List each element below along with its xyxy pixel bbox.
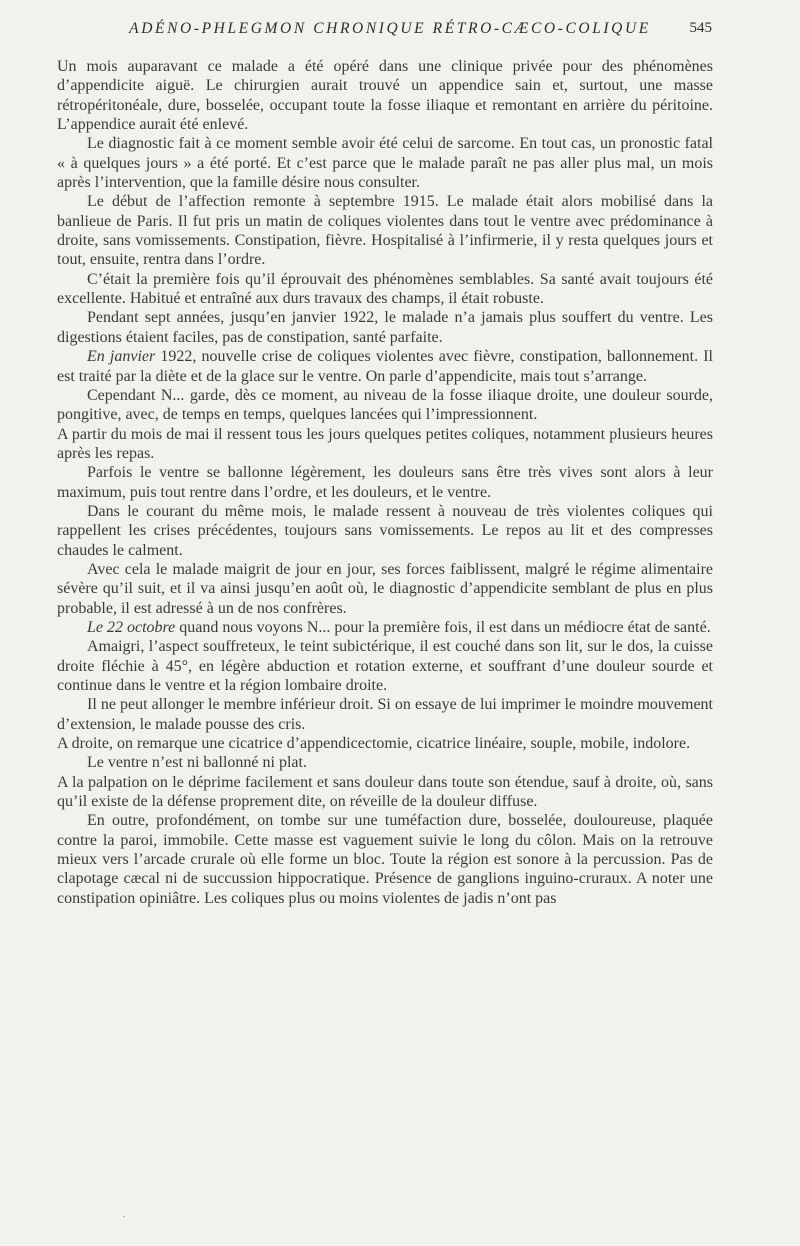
- paragraph: Dans le courant du même mois, le malade ressent à nouveau de très violentes coliques qui rappellent les crises précédentes, toujours sans vomissements. Le repos au lit et des compresses chaudes le calment.: [57, 502, 713, 559]
- paragraph: Le 22 octobre quand nous voyons N... pour la première fois, il est dans un médiocre état de santé.: [87, 618, 711, 636]
- paragraph: A la palpation on le déprime facilement et sans douleur dans toute son étendue, sauf à droite, où, sans qu’il existe de la défense proprement dite, on réveille de la douleur diffuse.: [57, 773, 713, 811]
- paragraph: Le ventre n’est ni ballonné ni plat.: [87, 754, 307, 772]
- paragraph: Le début de l’affection remonte à septembre 1915. Le malade était alors mobilisé dans la banlieue de Paris. Il fut pris un matin de coliques violentes dans tout le ventre avec prédominance à droite, sans vomissements. Constipation, fièvre. Hospitalisé à l’infirmerie, il y resta quelques jours et tout, ensuite, rentra dans l’ordre.: [57, 193, 713, 269]
- italic-date: Le 22 octobre: [87, 618, 176, 636]
- print-speck: ·: [122, 1212, 126, 1223]
- paragraph: Cependant N... garde, dès ce moment, au niveau de la fosse iliaque droite, une douleur sourde, pongitive, avec, de temps en temps, quelques lancées qui l’impressionnent.: [57, 386, 713, 424]
- italic-date: En janvier: [87, 348, 156, 366]
- paragraph: A partir du mois de mai il ressent tous les jours quelques petites coliques, notamment plusieurs heures après les repas.: [57, 425, 713, 462]
- paragraph: Un mois auparavant ce malade a été opéré dans une clinique privée pour des phénomènes d’appendicite aiguë. Le chirurgien aurait trouvé un appendice sain et, surtout, une masse rétropéritonéale, dure, bosselée, occupant toute la fosse iliaque et remontant en arrière du péritoine. L’appendice aurait été enlevé.: [57, 58, 713, 134]
- running-title: ADÉNO-PHLEGMON CHRONIQUE RÉTRO-CÆCO-COLIQUE: [129, 20, 651, 37]
- running-head: [0, 20, 800, 44]
- paragraph: Amaigri, l’aspect souffreteux, le teint subictérique, il est couché dans son lit, sur le dos, la cuisse droite fléchie à 45°, en légère abduction et rotation externe, et souffrant d’une douleur sourde et continue dans le ventre et la région lombaire droite.: [57, 638, 713, 694]
- paragraph: Avec cela le malade maigrit de jour en jour, ses forces faiblissent, malgré le régime alimentaire sévère qu’il suit, et il va ainsi jusqu’en août où, le diagnostic d’appendicite semblant de plus en plus probable, il est adressé à un de nos confrères.: [57, 560, 713, 617]
- paragraph: C’était la première fois qu’il éprouvait des phénomènes semblables. Sa santé avait toujours été excellente. Habitué et entraîné aux durs travaux des champs, il était robuste.: [57, 270, 713, 308]
- paragraph: Pendant sept années, jusqu’en janvier 1922, le malade n’a jamais plus souffert du ventre. Les digestions étaient faciles, pas de constipation, santé parfaite.: [57, 309, 713, 346]
- page-number: 545: [689, 20, 712, 36]
- body-text: [57, 57, 713, 908]
- paragraph: A droite, on remarque une cicatrice d’appendicectomie, cicatrice linéaire, souple, mobile, indolore.: [57, 735, 691, 753]
- paragraph: En outre, profondément, on tombe sur une tuméfaction dure, bosselée, douloureuse, plaquée contre la paroi, immobile. Cette masse est vaguement suivie le long du côlon. Mais on la retrouve mieux vers l’arcade crurale où elle forme un bloc. Toute la région est sonore à la percussion. Pas de clapotage cæcal ni de succussion hippocratique. Présence de ganglions inguino-cruraux. A noter une constipation opiniâtre. Les coliques plus ou moins violentes de jadis n’ont pas: [57, 812, 713, 907]
- paragraph: Le diagnostic fait à ce moment semble avoir été celui de sarcome. En tout cas, un pronostic fatal « à quelques jours » a été porté. Et c’est parce que le malade paraît ne pas aller plus mal, un mois après l’intervention, que la famille désire nous consulter.: [57, 135, 713, 192]
- paragraph: Il ne peut allonger le membre inférieur droit. Si on essaye de lui imprimer le moindre mouvement d’extension, le malade pousse des cris.: [57, 696, 713, 733]
- paragraph: En janvier 1922, nouvelle crise de coliques violentes avec fièvre, constipation, ballonnement. Il est traité par la diète et de la glace sur le ventre. On parle d’appendicite, mais tout s’arrange.: [57, 348, 714, 385]
- paragraph: Parfois le ventre se ballonne légèrement, les douleurs sans être très vives sont alors à leur maximum, puis tout rentre dans l’ordre, et les douleurs, et le ventre.: [57, 464, 713, 501]
